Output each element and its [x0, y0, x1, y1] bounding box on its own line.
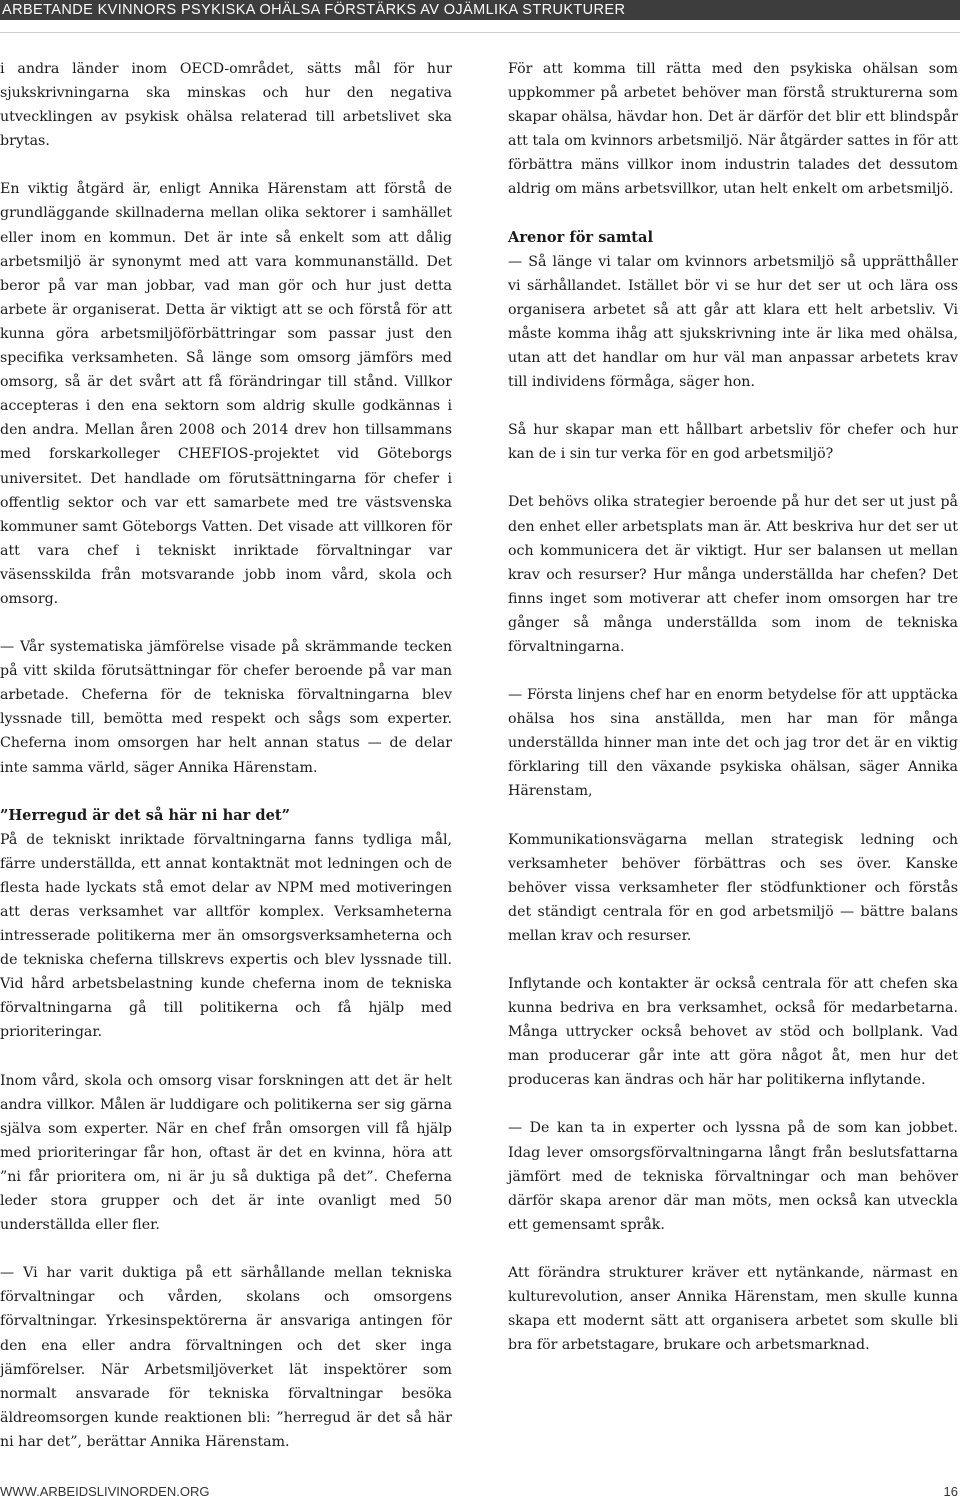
paragraph: — Så länge vi talar om kvinnors arbetsmiljö så upprätthåller vi särhållandet. Istället bör vi se hur det ser ut och lära oss organisera arbetet så att går att klara ett helt arbetsliv. Vi måste komma ihåg att sjukskrivning inte är lika med ohälsa, utan att det handlar om hur väl man anpassar arbetets krav till individens förmåga, säger hon.: [508, 253, 958, 391]
paragraph: En viktig åtgärd är, enligt Annika Härenstam att förstå de grundläggande skillnaderna mellan olika sektorer i samhället eller inom en kommun. Det är inte så enkelt som att dålig arbetsmiljö är synonymt med att vara kommunanställd. Det beror på var man jobbar, vad man gör och hur just detta arbete är organiserat. Detta är viktigt att se och förstå för att kunna göra arbetsmiljöförbättringar som passar just den specifika verksamheten. Så länge som omsorg jämförs med omsorg, så är det svårt att få förändringar till stånd. Villkor accepteras i den ena sektorn som aldrig skulle godkännas i den andra. Mellan åren 2008 och 2014 drev hon tillsammans med forskarkolleger CHEFIOS-projektet vid Göteborgs universitet. Det handlade om förutsättningarna för chefer i offentlig sektor och var ett samarbete med tre västsvenska kommuner samt Göteborgs Vatten. Det visade att villkoren för att vara chef i tekniskt inriktade förvaltningar var väsensskilda från motsvarande jobb inom vård, skola och omsorg.: [0, 181, 452, 607]
left-column: [0, 57, 452, 1478]
right-column: [508, 57, 958, 1381]
paragraph: — Vår systematiska jämförelse visade på skrämmande tecken på vitt skilda förutsättningar för chefer beroende på var man arbetade. Cheferna för de tekniska förvaltningarna blev lyssnade till, bemötta med respekt och sågs som experter. Cheferna inom omsorgen har helt annan status — de delar inte samma värld, säger Annika Härenstam.: [0, 639, 452, 776]
paragraph: — De kan ta in experter och lyssna på de som kan jobbet. Idag lever omsorgsförvaltningarna långt från beslutsfattarna jämfört med de tekniska förvaltningar och man behöver därför skapa arenor där man möts, men också kan utveckla ett gemensamt språk.: [508, 1120, 958, 1233]
paragraph: Att förändra strukturer kräver ett nytänkande, närmast en kulturevolution, anser Annika Härenstam, men skulle kunna skapa ett modernt sätt att organisera arbetet som skulle bli bra för arbetstagare, brukare och arbetsmarknad.: [508, 1264, 958, 1354]
page-number: 16: [943, 1484, 958, 1499]
paragraph: i andra länder inom OECD-området, sätts mål för hur sjukskrivningarna ska minskas och hur den negativa utvecklingen av psykisk ohälsa relaterad till arbetslivet ska brytas.: [0, 61, 452, 150]
footer-url[interactable]: WWW.ARBEIDSLIVINORDEN.ORG: [0, 1484, 210, 1499]
paragraph: På de tekniskt inriktade förvaltningarna fanns tydliga mål, färre underställda, ett annat kontaktnät mot ledningen och de flesta hade lyckats stå emot delar av NPM med motiveringen att deras verksamhet var alltför komplex. Verksamheterna intresserade politikerna mer än omsorgsverksamheterna och de tekniska cheferna tillskrevs expertis och blev lyssnade till. Vid hård arbetsbelastning kunde cheferna inom de tekniska förvaltningarna gå till politikerna och få hjälp med prioriteringar.: [0, 831, 452, 1041]
paragraph: — Vi har varit duktiga på ett särhållande mellan tekniska förvaltningar och vården, skolans och omsorgens förvaltningar. Yrkesinspektörerna är ansvariga antingen för den ena eller andra förvaltningen och det sker inga jämförelser. När Arbetsmiljöverket lät inspektörer som normalt ansvarade för tekniska förvaltningar besöka äldreomsorgen kunde reaktionen bli: ”herregud är det så här ni har det”, berättar Annika Härenstam.: [0, 1265, 452, 1450]
paragraph: — Första linjens chef har en enorm betydelse för att upptäcka ohälsa hos sina anställda, men har man för många underställda hinner man inte det och jag tror det är en viktig förklaring till den växande psykiska ohälsan, säger Annika Härenstam,: [508, 687, 958, 800]
header-divider: [0, 32, 960, 33]
paragraph: Kommunikationsvägarna mellan strategisk ledning och verksamheter behöver förbättras och ses över. Kanske behöver vissa verksamheter fler stödfunktioner och förstås det ständigt centrala för en god arbetsmiljö — bättre balans mellan krav och resurser.: [508, 831, 958, 944]
section-heading: Arenor för samtal: [508, 228, 654, 246]
section-heading: ”Herregud är det så här ni har det”: [0, 806, 291, 824]
paragraph: Inflytande och kontakter är också centrala för att chefen ska kunna bedriva en bra verksamhet, också för medarbetarna. Många uttrycker också behovet av stöd och bollplank. Vad man producerar går inte att göra något åt, men hur det produceras kan ändras och här har politikerna inflytande.: [508, 976, 958, 1089]
running-header: ARBETANDE KVINNORS PSYKISKA OHÄLSA FÖRSTÄRKS AV OJÄMLIKA STRUKTURER: [0, 0, 960, 20]
paragraph: Inom vård, skola och omsorg visar forskningen att det är helt andra villkor. Målen är luddigare och politikerna ser sig gärna själva som experter. När en chef från omsorgen vill få hjälp med prioriteringar får hon, oftast är det en kvinna, höra att ”ni får prioritera om, ni är ju så duktiga på det”. Cheferna leder stora grupper och det är inte ovanligt med 50 underställda eller fler.: [0, 1072, 452, 1234]
paragraph: Det behövs olika strategier beroende på hur det ser ut just på den enhet eller arbetsplats man är. Att beskriva hur det ser ut och kommunicera det är viktigt. Hur ser balansen ut mellan krav och resurser? Hur många underställda har chefen? Det finns inget som motiverar att chefer inom omsorgen har tre gånger så många underställda som inom de tekniska förvaltningarna.: [508, 494, 958, 655]
paragraph: Så hur skapar man ett hållbart arbetsliv för chefer och hur kan de i sin tur verka för en god arbetsmiljö?: [508, 422, 958, 463]
paragraph: För att komma till rätta med den psykiska ohälsan som uppkommer på arbetet behöver man förstå strukturerna som skapar ohälsa, hävdar hon. Det är därför det blir ett blindspår att tala om kvinnors arbetsmiljö. När åtgärder sattes in för att förbättra mäns villkor inom industrin talades det dessutom aldrig om mäns arbetsvillkor, utan helt enkelt om arbetsmiljö.: [508, 61, 958, 198]
